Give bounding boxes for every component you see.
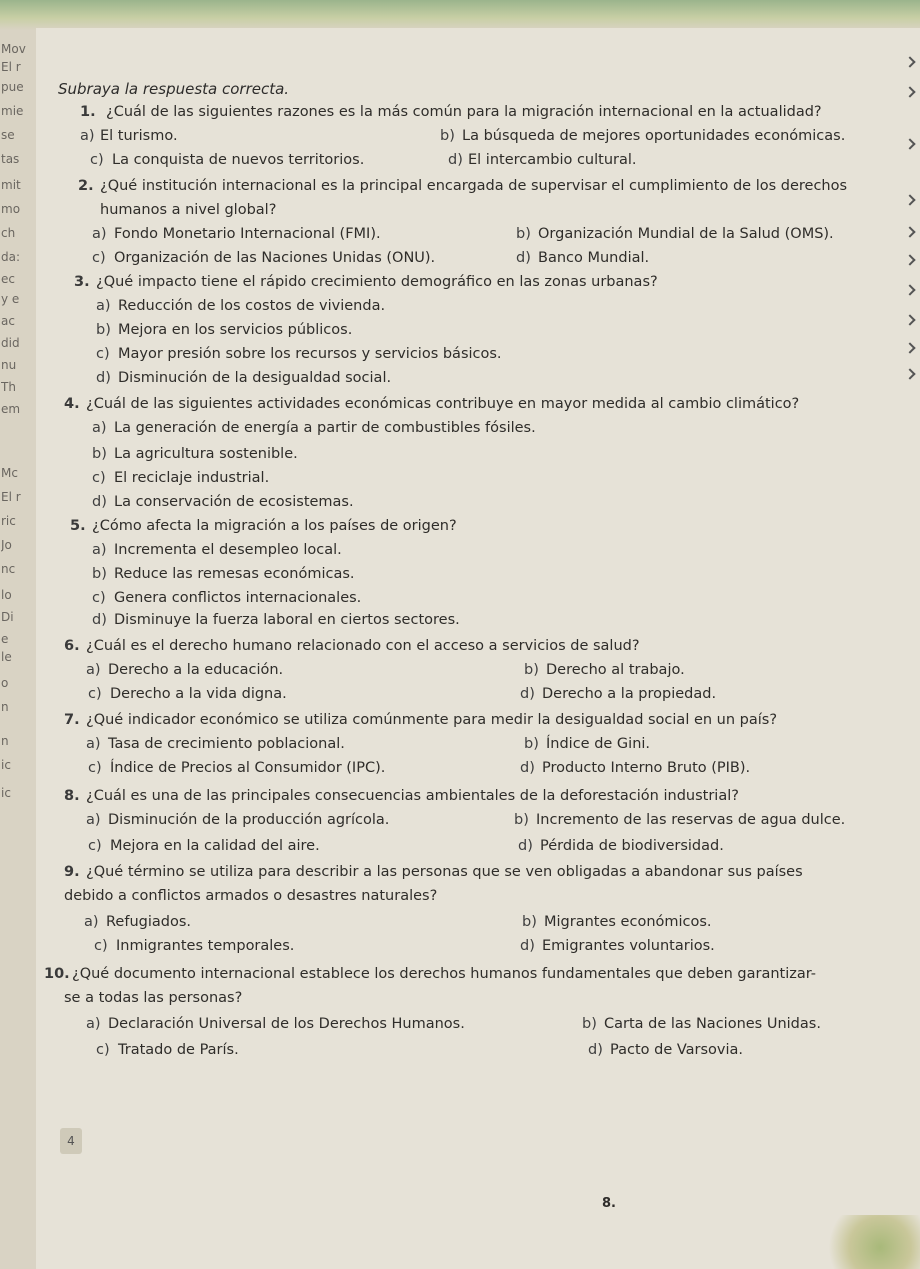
margin-fragment: did	[1, 336, 20, 350]
margin-fragment: pue	[1, 80, 24, 94]
option-text[interactable]: Banco Mundial.	[538, 250, 650, 266]
margin-fragment: se	[1, 128, 15, 142]
margin-fragment: y e	[1, 292, 20, 306]
question-text: ¿Qué documento internacional establece los derechos humanos fundamentales que deben garantizar-	[72, 966, 816, 982]
option-text[interactable]: Fondo Monetario Internacional (FMI).	[114, 226, 381, 242]
option-text[interactable]: Emigrantes voluntarios.	[542, 938, 715, 954]
question-number: 2.	[78, 178, 94, 194]
option-letter: c)	[96, 1042, 110, 1058]
margin-fragment: da:	[1, 250, 21, 264]
margin-fragment: mit	[1, 178, 21, 192]
option-text[interactable]: La agricultura sostenible.	[114, 446, 298, 462]
option-text[interactable]: Genera conflictos internacionales.	[114, 590, 362, 606]
option-text[interactable]: Mejora en los servicios públicos.	[118, 322, 353, 338]
margin-fragment: o	[1, 676, 9, 690]
margin-fragment: El r	[1, 60, 21, 74]
margin-fragment: Jo	[1, 538, 12, 552]
option-letter: d)	[520, 938, 535, 954]
margin-fragment: ec	[1, 272, 15, 286]
option-text[interactable]: El turismo.	[100, 128, 178, 144]
option-text[interactable]: Tasa de crecimiento poblacional.	[108, 736, 345, 752]
option-text[interactable]: Carta de las Naciones Unidas.	[604, 1016, 821, 1032]
option-letter: b)	[92, 446, 107, 462]
option-letter: d)	[520, 760, 535, 776]
page-number: 8.	[602, 1196, 616, 1211]
margin-fragment: ac	[1, 314, 15, 328]
margin-fragment: Mc	[1, 466, 18, 480]
question-number: 6.	[64, 638, 80, 654]
option-text[interactable]: La generación de energía a partir de combustibles fósiles.	[114, 420, 536, 436]
option-letter: a)	[92, 420, 107, 436]
option-letter: d)	[96, 370, 111, 386]
option-text[interactable]: El reciclaje industrial.	[114, 470, 270, 486]
option-text[interactable]: Declaración Universal de los Derechos Humanos.	[108, 1016, 465, 1032]
margin-fragment: mie	[1, 104, 24, 118]
question-text: ¿Cuál es una de las principales consecuencias ambientales de la deforestación industrial?	[86, 788, 739, 804]
option-text[interactable]: Pérdida de biodiversidad.	[540, 838, 724, 854]
margin-fragment: Di	[1, 610, 14, 624]
option-letter: c)	[88, 760, 102, 776]
margin-fragment: Th	[1, 380, 16, 394]
margin-fragment: El r	[1, 490, 21, 504]
option-letter: b)	[582, 1016, 597, 1032]
option-text[interactable]: Disminuye la fuerza laboral en ciertos sectores.	[114, 612, 460, 628]
margin-fragment: ch	[1, 226, 16, 240]
margin-fragment: nu	[1, 358, 17, 372]
option-letter: d)	[516, 250, 531, 266]
option-text[interactable]: Disminución de la producción agrícola.	[108, 812, 390, 828]
option-text[interactable]: Reduce las remesas económicas.	[114, 566, 355, 582]
margin-fragment: em	[1, 402, 21, 416]
option-letter: b)	[96, 322, 111, 338]
option-text[interactable]: Derecho a la vida digna.	[110, 686, 287, 702]
option-text[interactable]: Refugiados.	[106, 914, 191, 930]
question-number: 5.	[70, 518, 86, 534]
option-letter: b)	[524, 736, 539, 752]
question-text: ¿Cómo afecta la migración a los países de origen?	[92, 518, 457, 534]
question-text: ¿Qué indicador económico se utiliza comúnmente para medir la desigualdad social en un país?	[86, 712, 778, 728]
option-text[interactable]: Tratado de París.	[118, 1042, 239, 1058]
option-letter: c)	[96, 346, 110, 362]
question-number: 3.	[74, 274, 90, 290]
option-text[interactable]: Índice de Gini.	[546, 736, 651, 752]
floral-border-top	[0, 0, 920, 30]
option-letter: b)	[92, 566, 107, 582]
margin-fragment: n	[1, 700, 9, 714]
question-number: 7.	[64, 712, 80, 728]
option-text[interactable]: Derecho a la propiedad.	[542, 686, 717, 702]
option-text[interactable]: La búsqueda de mejores oportunidades económicas.	[462, 128, 846, 144]
option-letter: a)	[86, 812, 101, 828]
margin-fragment: ic	[1, 786, 11, 800]
option-text[interactable]: Mejora en la calidad del aire.	[110, 838, 320, 854]
option-letter: d)	[448, 152, 463, 168]
option-text[interactable]: Pacto de Varsovia.	[610, 1042, 744, 1058]
option-letter: b)	[514, 812, 529, 828]
option-text[interactable]: Organización de las Naciones Unidas (ONU).	[114, 250, 436, 266]
option-text[interactable]: Derecho a la educación.	[108, 662, 284, 678]
margin-fragment: nc	[1, 562, 16, 576]
option-letter: a)	[86, 736, 101, 752]
option-text[interactable]: Migrantes económicos.	[544, 914, 712, 930]
question-text: ¿Qué institución internacional es la principal encargada de supervisar el cumplimiento de los derechos	[100, 178, 848, 194]
option-letter: c)	[92, 590, 106, 606]
floral-decoration-bottom	[820, 1215, 920, 1269]
option-text[interactable]: Organización Mundial de la Salud (OMS).	[538, 226, 834, 242]
margin-fragment: Mov	[1, 42, 26, 56]
option-letter: a)	[80, 128, 95, 144]
option-letter: d)	[518, 838, 533, 854]
option-text[interactable]: Incrementa el desempleo local.	[114, 542, 342, 558]
option-letter: b)	[516, 226, 531, 242]
option-letter: a)	[96, 298, 111, 314]
option-text[interactable]: Derecho al trabajo.	[546, 662, 685, 678]
option-text[interactable]: Mayor presión sobre los recursos y servicios básicos.	[118, 346, 502, 362]
question-text: ¿Qué término se utiliza para describir a las personas que se ven obligadas a abandonar sus países	[86, 864, 803, 880]
option-letter: c)	[88, 686, 102, 702]
question-text: ¿Cuál es el derecho humano relacionado con el acceso a servicios de salud?	[86, 638, 640, 654]
option-letter: d)	[92, 494, 107, 510]
option-text[interactable]: La conservación de ecosistemas.	[114, 494, 354, 510]
option-text[interactable]: El intercambio cultural.	[468, 152, 637, 168]
option-letter: b)	[522, 914, 537, 930]
option-letter: c)	[92, 470, 106, 486]
option-letter: c)	[92, 250, 106, 266]
worksheet-instruction: Subraya la respuesta correcta.	[58, 80, 290, 98]
option-letter: b)	[440, 128, 455, 144]
question-text-continued: humanos a nivel global?	[100, 202, 277, 218]
option-letter: a)	[86, 1016, 101, 1032]
option-letter: d)	[520, 686, 535, 702]
margin-fragment: mo	[1, 202, 21, 216]
option-text[interactable]: Inmigrantes temporales.	[116, 938, 295, 954]
margin-fragment: ic	[1, 758, 11, 772]
margin-fragment: n	[1, 734, 9, 748]
margin-fragment: le	[1, 650, 12, 664]
margin-fragment: ric	[1, 514, 16, 528]
option-letter: c)	[90, 152, 104, 168]
question-number: 4.	[64, 396, 80, 412]
option-letter: d)	[92, 612, 107, 628]
margin-fragment: tas	[1, 152, 20, 166]
question-text: ¿Cuál de las siguientes actividades económicas contribuye en mayor medida al cambio climático?	[86, 396, 800, 412]
margin-fragment: e	[1, 632, 9, 646]
option-letter: a)	[86, 662, 101, 678]
option-text[interactable]: Reducción de los costos de vivienda.	[118, 298, 386, 314]
option-letter: b)	[524, 662, 539, 678]
question-text: ¿Qué impacto tiene el rápido crecimiento demográfico en las zonas urbanas?	[96, 274, 658, 290]
option-text[interactable]: Disminución de la desigualdad social.	[118, 370, 392, 386]
option-letter: c)	[88, 838, 102, 854]
question-number: 8.	[64, 788, 80, 804]
option-text[interactable]: Incremento de las reservas de agua dulce.	[536, 812, 846, 828]
option-text[interactable]: Producto Interno Bruto (PIB).	[542, 760, 751, 776]
margin-fragment: lo	[1, 588, 12, 602]
option-letter: a)	[92, 542, 107, 558]
question-number: 9.	[64, 864, 80, 880]
question-text-continued: se a todas las personas?	[64, 990, 243, 1006]
corner-mark: 4	[60, 1128, 82, 1154]
option-text[interactable]: La conquista de nuevos territorios.	[112, 152, 365, 168]
question-number: 10.	[44, 966, 70, 982]
option-letter: d)	[588, 1042, 603, 1058]
question-text: ¿Cuál de las siguientes razones es la más común para la migración internacional en la actualidad?	[106, 104, 822, 120]
question-number: 1.	[80, 104, 96, 120]
option-letter: c)	[94, 938, 108, 954]
question-text-continued: debido a conflictos armados o desastres naturales?	[64, 888, 438, 904]
option-letter: a)	[84, 914, 99, 930]
option-text[interactable]: Índice de Precios al Consumidor (IPC).	[110, 760, 386, 776]
option-letter: a)	[92, 226, 107, 242]
